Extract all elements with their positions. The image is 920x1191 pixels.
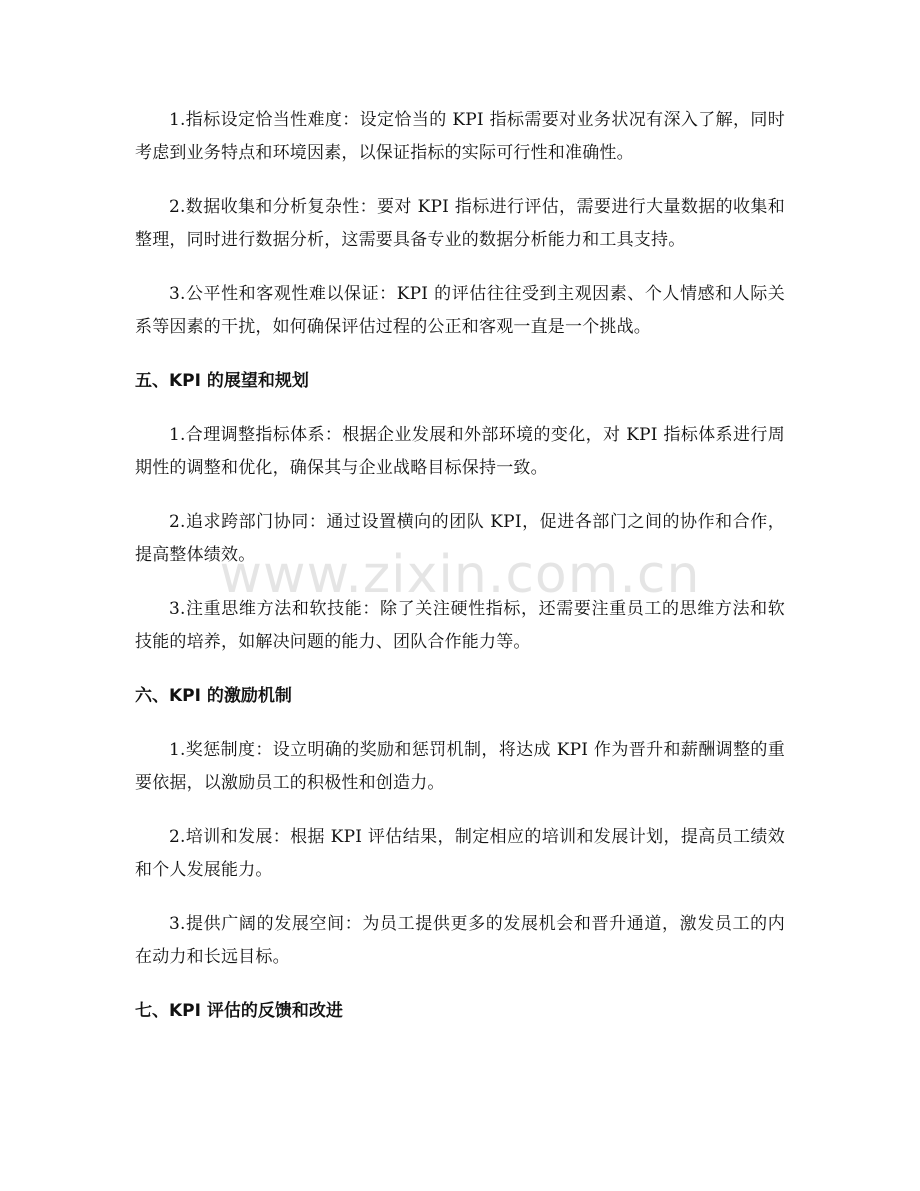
document-body [135,104,785,1049]
section-heading-7: 七、KPI 评估的反馈和改进 [135,1001,343,1021]
paragraph-outlook-3: 3.注重思维方法和软技能：除了关注硬性指标，还需要注重员工的思维方法和软技能的培养，如解决问题的能力、团队合作能力等。 [135,599,785,652]
paragraph-challenge-1: 1.指标设定恰当性难度：设定恰当的 KPI 指标需要对业务状况有深入了解，同时考虑到业务特点和环境因素，以保证指标的实际可行性和准确性。 [135,110,785,163]
paragraph-incentive-2: 2.培训和发展：根据 KPI 评估结果，制定相应的培训和发展计划，提高员工绩效和个人发展能力。 [135,827,785,880]
paragraph-outlook-2: 2.追求跨部门协同：通过设置横向的团队 KPI，促进各部门之间的协作和合作，提高整体绩效。 [135,512,785,565]
paragraph-incentive-1: 1.奖惩制度：设立明确的奖励和惩罚机制，将达成 KPI 作为晋升和薪酬调整的重要依据，以激励员工的积极性和创造力。 [135,740,785,793]
section-heading-6: 六、KPI 的激励机制 [135,686,292,706]
paragraph-challenge-2: 2.数据收集和分析复杂性：要对 KPI 指标进行评估，需要进行大量数据的收集和整理，同时进行数据分析，这需要具备专业的数据分析能力和工具支持。 [135,197,785,250]
section-heading-5: 五、KPI 的展望和规划 [135,371,309,391]
paragraph-incentive-3: 3.提供广阔的发展空间：为员工提供更多的发展机会和晋升通道，激发员工的内在动力和长远目标。 [135,914,785,967]
paragraph-challenge-3: 3.公平性和客观性难以保证：KPI 的评估往往受到主观因素、个人情感和人际关系等因素的干扰，如何确保评估过程的公正和客观一直是一个挑战。 [135,284,785,337]
watermark-text: www.zixin.com.cn [219,545,701,605]
paragraph-outlook-1: 1.合理调整指标体系：根据企业发展和外部环境的变化，对 KPI 指标体系进行周期性的调整和优化，确保其与企业战略目标保持一致。 [135,425,785,478]
